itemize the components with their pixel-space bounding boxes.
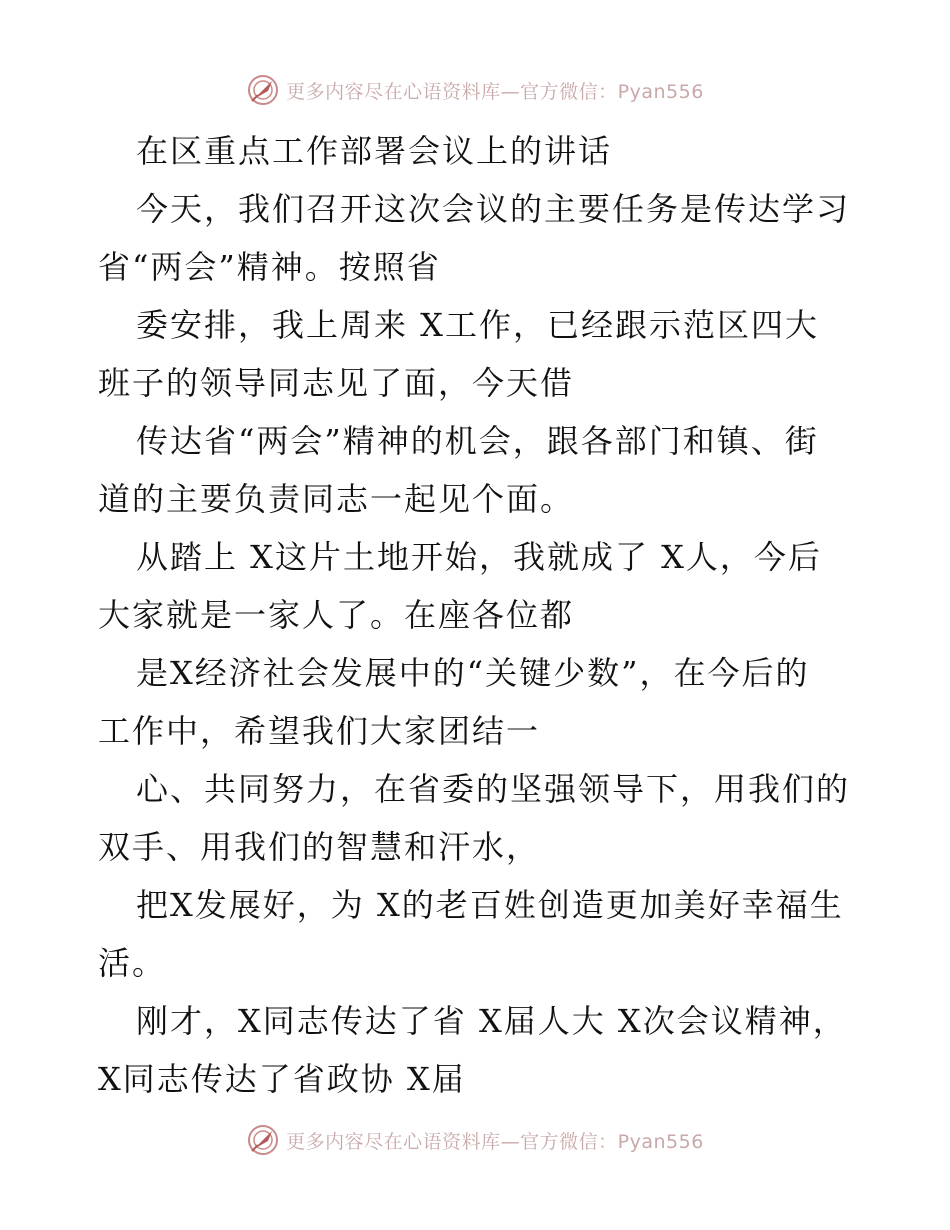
body-text-line: 是X经济社会发展中的“关键少数”，在今后的 <box>136 654 810 692</box>
feather-pen-logo-icon <box>246 73 280 107</box>
header-watermark-banner <box>0 70 950 110</box>
body-text-line: 工作中，希望我们大家团结一 <box>98 712 541 750</box>
document-title: 在区重点工作部署会议上的讲话 <box>136 132 613 170</box>
body-text-line: 心、共同努力，在省委的坚强领导下，用我们的 <box>136 770 851 808</box>
footer-watermark-text: 更多内容尽在心语资料库—官方微信：Pyan556 <box>286 1130 704 1153</box>
document-body <box>0 122 950 1108</box>
body-text-line: 从踏上 X这片土地开始，我就成了 X人，今后 <box>136 538 822 576</box>
body-text-line: 传达省“两会”精神的机会，跟各部门和镇、街 <box>136 422 819 460</box>
footer-watermark-banner <box>0 1120 950 1160</box>
body-text-line: 委安排，我上周来 X工作，已经跟示范区四大 <box>136 306 819 344</box>
body-text-line: 双手、用我们的智慧和汗水， <box>98 828 541 866</box>
body-text-line: 道的主要负责同志一起见个面。 <box>98 480 575 518</box>
body-text-line: X同志传达了省政协 X届 <box>98 1060 466 1098</box>
body-text-line: 今天，我们召开这次会议的主要任务是传达学习 <box>136 190 851 228</box>
body-text-line: 大家就是一家人了。在座各位都 <box>98 596 575 634</box>
body-text-line: 活。 <box>98 944 167 982</box>
body-text-line: 省“两会”精神。按照省 <box>98 248 441 286</box>
body-text-line: 班子的领导同志见了面，今天借 <box>98 364 575 402</box>
body-text-line: 刚才，X同志传达了省 X届人大 X次会议精神， <box>136 1002 847 1040</box>
feather-pen-logo-icon <box>246 1123 280 1157</box>
body-text-line: 把X发展好，为 X的老百姓创造更加美好幸福生 <box>136 886 844 924</box>
header-watermark-text: 更多内容尽在心语资料库—官方微信：Pyan556 <box>286 80 704 103</box>
